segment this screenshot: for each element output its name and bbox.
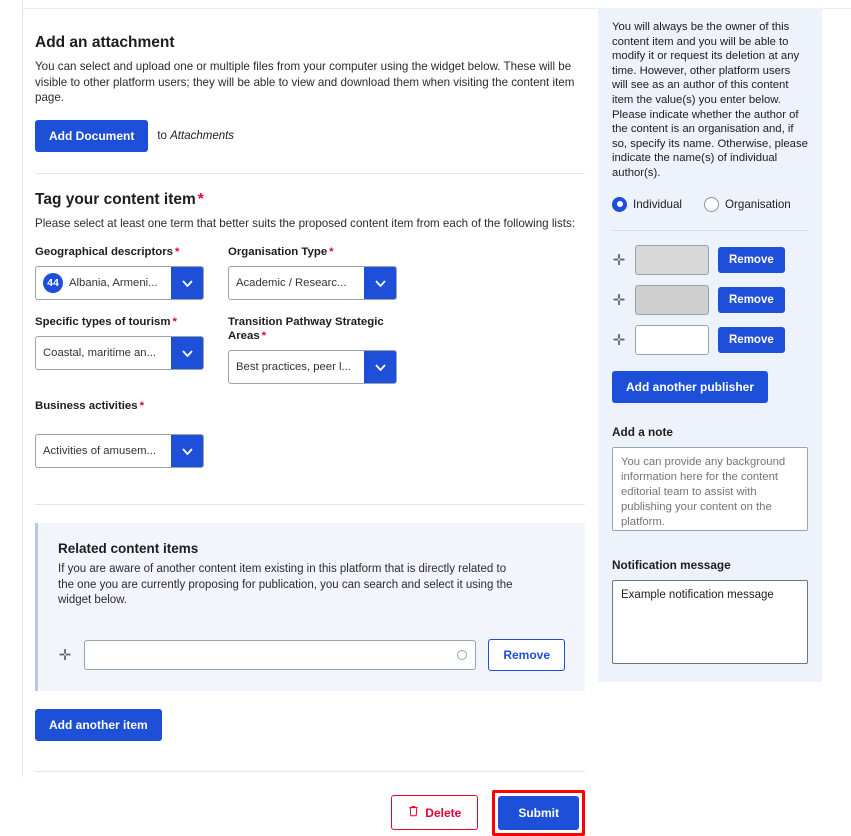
radio-option-individual[interactable] <box>612 197 682 212</box>
notification-message-heading: Notification message <box>612 557 731 572</box>
add-note-heading: Add a note <box>612 424 673 439</box>
trash-icon <box>408 805 419 820</box>
field-label-organisation-type <box>228 245 397 259</box>
search-indicator-icon <box>457 650 467 660</box>
main-form-column <box>35 34 585 836</box>
field-label-tourism-text: Specific types of tourism <box>35 316 171 328</box>
field-transition-pathway-strategic-areas <box>228 315 397 384</box>
related-panel-description: If you are aware of another content item existing in this platform that is directly related to the one you are currently proposing for publication, you can search and select it using the widget below. <box>58 563 513 606</box>
add-another-publisher-button[interactable]: Add another publisher <box>612 371 768 403</box>
sidebar-intro-text: You will always be the owner of this content item and you will be able to modify it or request its deletion at any time. However, other platform users will see as an author of this content item the value(s) you enter below. Please indicate whether the author of the content is an organisation and, if so, specify its name. Otherwise, please indicate the name(s) of individual author(s). <box>612 21 808 179</box>
field-geographical-descriptors <box>35 245 204 300</box>
divider-attachment-tagging <box>35 173 585 174</box>
select-transition-pathway-value: Best practices, peer l... <box>236 361 351 373</box>
select-tourism-value-wrap <box>36 337 171 369</box>
field-label-business-activities-text: Business activities <box>35 400 138 412</box>
geographical-count-badge: 44 <box>43 273 63 293</box>
window-left-edge <box>0 0 23 777</box>
drag-handle-icon[interactable]: ✛ <box>58 646 72 664</box>
publisher-input-1[interactable] <box>635 245 709 275</box>
field-required-organisation-type: * <box>329 246 334 258</box>
select-organisation-type-value: Academic / Researc... <box>236 277 347 289</box>
field-label-transition-pathway-text: Transition Pathway Strategic Areas <box>228 316 384 342</box>
field-business-activities <box>35 399 204 468</box>
divider-tagging-related <box>35 504 585 505</box>
remove-publisher-button-3[interactable]: Remove <box>718 327 785 353</box>
add-document-button[interactable]: Add Document <box>35 120 148 152</box>
attachment-target-name: Attachments <box>170 129 235 142</box>
author-sidebar <box>598 8 822 682</box>
chevron-down-icon[interactable] <box>171 337 203 369</box>
select-business-activities-value-wrap <box>36 435 171 467</box>
delete-button[interactable] <box>391 795 478 830</box>
select-organisation-type[interactable] <box>228 266 397 300</box>
radio-individual-label: Individual <box>633 197 682 211</box>
remove-publisher-button-1[interactable]: Remove <box>718 247 785 273</box>
select-organisation-type-value-wrap <box>229 267 364 299</box>
field-label-organisation-type-text: Organisation Type <box>228 246 328 258</box>
select-geographical-value: Albania, Armeni... <box>69 277 158 289</box>
related-item-row <box>58 639 565 671</box>
attachment-target-text <box>157 130 234 142</box>
tagging-fields-grid <box>35 245 585 483</box>
field-label-tourism <box>35 315 204 329</box>
drag-handle-icon[interactable]: ✛ <box>612 291 626 309</box>
select-transition-pathway-strategic-areas[interactable] <box>228 350 397 384</box>
note-textarea[interactable] <box>612 447 808 531</box>
related-content-items-panel <box>35 523 585 691</box>
publisher-row-1 <box>612 245 808 275</box>
delete-button-label: Delete <box>425 805 462 820</box>
field-required-geographical: * <box>175 246 180 258</box>
select-business-activities-value: Activities of amusem... <box>43 445 157 457</box>
field-label-geographical-text: Geographical descriptors <box>35 246 173 258</box>
field-organisation-type <box>228 245 397 300</box>
tagging-required-marker: * <box>197 190 204 208</box>
select-specific-types-of-tourism[interactable] <box>35 336 204 370</box>
author-type-radio-group <box>612 197 808 212</box>
radio-individual-icon[interactable] <box>612 197 627 212</box>
attachment-section-title: Add an attachment <box>35 34 175 51</box>
field-required-tourism: * <box>172 316 177 328</box>
chevron-down-icon[interactable] <box>171 435 203 467</box>
field-required-transition-pathway: * <box>261 330 267 342</box>
radio-option-organisation[interactable] <box>704 197 791 212</box>
drag-handle-icon[interactable]: ✛ <box>612 251 626 269</box>
related-panel-title: Related content items <box>58 541 199 556</box>
remove-related-item-button[interactable]: Remove <box>488 639 565 671</box>
select-transition-pathway-value-wrap <box>229 351 364 383</box>
notification-textarea[interactable] <box>612 580 808 664</box>
attachment-action-row <box>35 120 585 152</box>
field-specific-types-of-tourism <box>35 315 204 384</box>
field-label-geographical <box>35 245 204 259</box>
select-geographical-value-wrap <box>36 267 171 299</box>
related-item-search-input[interactable] <box>84 640 476 670</box>
submit-highlight-box <box>492 790 585 836</box>
add-publisher-wrap <box>612 371 808 403</box>
select-tourism-value: Coastal, maritime an... <box>43 347 157 359</box>
remove-publisher-button-2[interactable]: Remove <box>718 287 785 313</box>
add-another-item-wrap <box>35 709 585 741</box>
chevron-down-icon[interactable] <box>364 351 396 383</box>
radio-organisation-icon[interactable] <box>704 197 719 212</box>
select-business-activities[interactable] <box>35 434 204 468</box>
select-geographical-descriptors[interactable] <box>35 266 204 300</box>
tagging-section-title <box>35 191 585 209</box>
publisher-row-3 <box>612 325 808 355</box>
field-label-business-activities <box>35 399 204 427</box>
field-required-business-activities: * <box>139 400 145 412</box>
attachment-section-description: You can select and upload one or multiple files from your computer using the widget below. These will be visible to other platform users; they will be able to view and download them when visiting the content item page. <box>35 60 575 104</box>
drag-handle-icon[interactable]: ✛ <box>612 331 626 349</box>
publisher-input-2[interactable] <box>635 285 709 315</box>
sidebar-divider <box>612 230 808 231</box>
tagging-section-description: Please select at least one term that better suits the proposed content item from each of the following lists: <box>35 216 576 230</box>
chevron-down-icon[interactable] <box>171 267 203 299</box>
tagging-title-text: Tag your content item <box>35 190 196 208</box>
add-another-item-button[interactable]: Add another item <box>35 709 162 741</box>
field-label-transition-pathway <box>228 315 397 343</box>
attachment-to-label: to <box>157 129 167 142</box>
publisher-row-2 <box>612 285 808 315</box>
publisher-input-3[interactable] <box>635 325 709 355</box>
submit-button[interactable]: Submit <box>498 796 579 830</box>
chevron-down-icon[interactable] <box>364 267 396 299</box>
radio-organisation-label: Organisation <box>725 197 791 211</box>
form-footer-actions <box>35 771 585 836</box>
